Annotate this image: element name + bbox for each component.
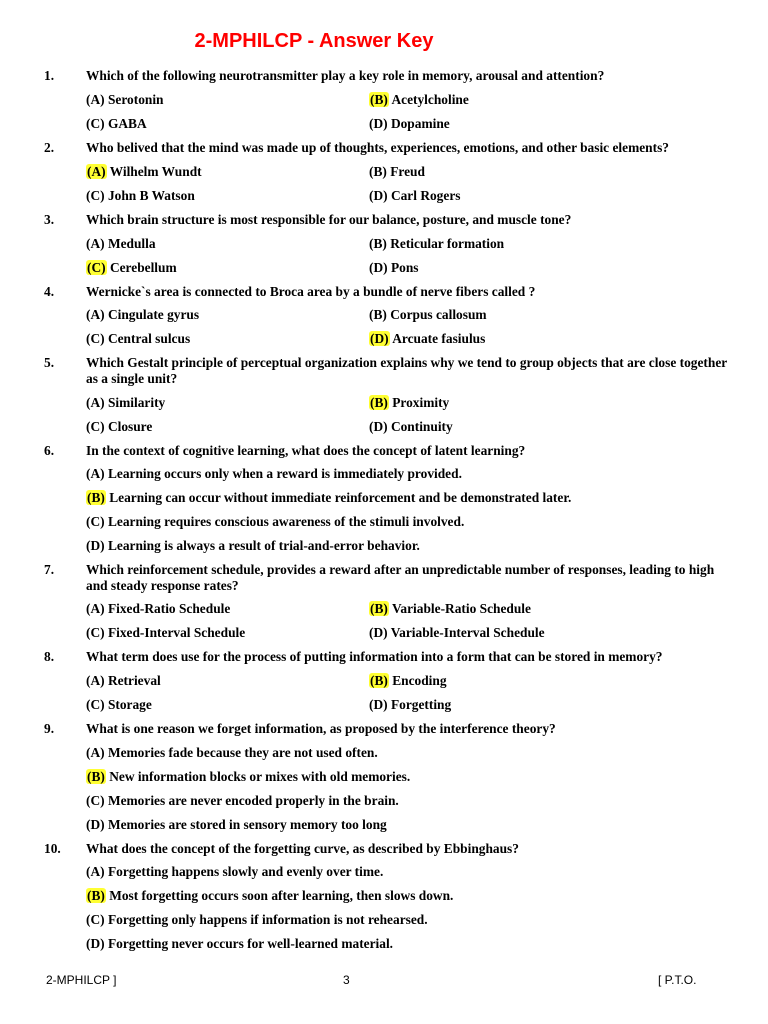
answer-highlight: (B) bbox=[370, 673, 388, 688]
option-text: Arcuate fasiulus bbox=[389, 331, 486, 346]
option-d bbox=[86, 538, 420, 554]
question-number: 5. bbox=[44, 355, 55, 370]
option-c bbox=[86, 514, 464, 530]
question-number: 7. bbox=[44, 562, 55, 577]
option-letter: (A) bbox=[86, 601, 105, 616]
option-letter: (B) bbox=[369, 307, 387, 322]
answer-highlight: (B) bbox=[87, 888, 105, 903]
option-text: Corpus callosum bbox=[386, 307, 487, 322]
option-b bbox=[369, 164, 425, 180]
option-text: Acetylcholine bbox=[388, 92, 469, 107]
option-letter: (C) bbox=[86, 697, 105, 712]
question-number: 8. bbox=[44, 649, 55, 664]
answer-highlight: (B) bbox=[87, 769, 105, 784]
option-a bbox=[86, 673, 161, 689]
option-text: Wilhelm Wundt bbox=[106, 164, 202, 179]
option-letter: (B) bbox=[369, 164, 387, 179]
option-a bbox=[86, 307, 199, 323]
question-number: 2. bbox=[44, 140, 55, 155]
option-text: GABA bbox=[104, 116, 147, 131]
option-letter: (D) bbox=[369, 188, 388, 203]
option-text: Forgetting only happens if information is not rehearsed. bbox=[104, 912, 428, 927]
option-text: Cingulate gyrus bbox=[104, 307, 200, 322]
question-text: Which brain structure is most responsible for our balance, posture, and muscle tone? bbox=[86, 212, 572, 227]
option-text: Reticular formation bbox=[386, 236, 505, 251]
option-text: Memories are stored in sensory memory too long bbox=[104, 817, 387, 832]
option-a bbox=[86, 395, 165, 411]
option-letter: (D) bbox=[369, 116, 388, 131]
option-text: Variable-Ratio Schedule bbox=[388, 601, 531, 616]
option-letter: (D) bbox=[86, 538, 105, 553]
option-text: Dopamine bbox=[387, 116, 450, 131]
answer-highlight: (C) bbox=[87, 260, 106, 275]
option-b-correct bbox=[369, 601, 531, 617]
option-a bbox=[86, 864, 383, 880]
option-b-correct bbox=[86, 490, 571, 506]
option-a-correct bbox=[86, 164, 202, 180]
option-d bbox=[369, 419, 453, 435]
option-text: Memories fade because they are not used often. bbox=[104, 745, 378, 760]
option-text: Encoding bbox=[388, 673, 447, 688]
option-b-correct bbox=[369, 673, 447, 689]
option-d-correct bbox=[369, 331, 485, 347]
question-number: 1. bbox=[44, 68, 55, 83]
option-text: Cerebellum bbox=[106, 260, 177, 275]
question-text: Who belived that the mind was made up of thoughts, experiences, emotions, and other basic elements? bbox=[86, 140, 669, 155]
option-text: Closure bbox=[104, 419, 153, 434]
answer-highlight: (A) bbox=[87, 164, 106, 179]
option-letter: (C) bbox=[86, 419, 105, 434]
option-letter: (C) bbox=[86, 625, 105, 640]
option-letter: (C) bbox=[86, 188, 105, 203]
question-text: Which of the following neurotransmitter play a key role in memory, arousal and attention? bbox=[86, 68, 605, 83]
option-c bbox=[86, 697, 152, 713]
option-text: New information blocks or mixes with old memories. bbox=[105, 769, 411, 784]
page-number: 3 bbox=[343, 973, 350, 987]
answer-highlight: (B) bbox=[87, 490, 105, 505]
option-letter: (D) bbox=[369, 260, 388, 275]
option-b-correct bbox=[86, 888, 453, 904]
option-letter: (A) bbox=[86, 236, 105, 251]
option-text: John B Watson bbox=[104, 188, 195, 203]
option-c bbox=[86, 116, 147, 132]
question-number: 6. bbox=[44, 443, 55, 458]
option-text: Medulla bbox=[104, 236, 156, 251]
option-letter: (A) bbox=[86, 307, 105, 322]
option-text: Forgetting never occurs for well-learned material. bbox=[104, 936, 394, 951]
option-letter: (A) bbox=[86, 466, 105, 481]
option-text: Memories are never encoded properly in the brain. bbox=[104, 793, 399, 808]
option-c bbox=[86, 625, 245, 641]
option-b bbox=[369, 307, 487, 323]
option-c bbox=[86, 419, 152, 435]
option-letter: (C) bbox=[86, 514, 105, 529]
option-c bbox=[86, 188, 195, 204]
option-text: Most forgetting occurs soon after learning, then slows down. bbox=[105, 888, 454, 903]
option-d bbox=[369, 116, 450, 132]
option-letter: (D) bbox=[86, 817, 105, 832]
option-a bbox=[86, 601, 230, 617]
option-letter: (A) bbox=[86, 864, 105, 879]
footer-right: [ P.T.O. bbox=[658, 973, 697, 987]
footer-left: 2-MPHILCP ] bbox=[46, 973, 117, 987]
option-text: Continuity bbox=[387, 419, 453, 434]
option-b-correct bbox=[86, 769, 410, 785]
option-letter: (C) bbox=[86, 331, 105, 346]
option-a bbox=[86, 236, 156, 252]
option-b-correct bbox=[369, 92, 469, 108]
option-b-correct bbox=[369, 395, 449, 411]
option-text: Learning occurs only when a reward is immediately provided. bbox=[104, 466, 462, 481]
question-text: In the context of cognitive learning, what does the concept of latent learning? bbox=[86, 443, 526, 458]
question-number: 4. bbox=[44, 284, 55, 299]
option-letter: (A) bbox=[86, 395, 105, 410]
option-letter: (C) bbox=[86, 912, 105, 927]
option-d bbox=[86, 936, 393, 952]
question-text: What term does use for the process of putting information into a form that can be stored in memory? bbox=[86, 649, 663, 664]
answer-highlight: (D) bbox=[370, 331, 389, 346]
option-text: Pons bbox=[387, 260, 419, 275]
question-number: 3. bbox=[44, 212, 55, 227]
option-text: Freud bbox=[386, 164, 425, 179]
answer-highlight: (B) bbox=[370, 601, 388, 616]
option-d bbox=[369, 625, 545, 641]
question-text: What does the concept of the forgetting curve, as described by Ebbinghaus? bbox=[86, 841, 519, 856]
option-text: Forgetting bbox=[387, 697, 452, 712]
option-a bbox=[86, 466, 462, 482]
option-text: Central sulcus bbox=[104, 331, 191, 346]
option-letter: (C) bbox=[86, 116, 105, 131]
option-letter: (D) bbox=[369, 697, 388, 712]
option-d bbox=[369, 188, 460, 204]
option-letter: (A) bbox=[86, 92, 105, 107]
option-text: Proximity bbox=[388, 395, 450, 410]
option-letter: (A) bbox=[86, 673, 105, 688]
option-text: Serotonin bbox=[104, 92, 164, 107]
option-text: Retrieval bbox=[104, 673, 161, 688]
option-text: Carl Rogers bbox=[387, 188, 461, 203]
option-b bbox=[369, 236, 504, 252]
option-text: Forgetting happens slowly and evenly over time. bbox=[104, 864, 384, 879]
option-text: Learning can occur without immediate reinforcement and be demonstrated later. bbox=[105, 490, 572, 505]
option-d bbox=[86, 817, 387, 833]
option-d bbox=[369, 260, 418, 276]
option-c bbox=[86, 793, 399, 809]
option-d bbox=[369, 697, 451, 713]
option-a bbox=[86, 745, 378, 761]
option-text: Learning is always a result of trial-and-error behavior. bbox=[104, 538, 420, 553]
option-letter: (D) bbox=[86, 936, 105, 951]
option-a bbox=[86, 92, 164, 108]
option-text: Fixed-Interval Schedule bbox=[104, 625, 246, 640]
option-text: Fixed-Ratio Schedule bbox=[104, 601, 231, 616]
option-text: Storage bbox=[104, 697, 152, 712]
answer-highlight: (B) bbox=[370, 395, 388, 410]
answer-highlight: (B) bbox=[370, 92, 388, 107]
question-text: Which reinforcement schedule, provides a reward after an unpredictable number of responses, leading to high and steady response rates? bbox=[86, 562, 715, 593]
option-letter: (B) bbox=[369, 236, 387, 251]
option-letter: (D) bbox=[369, 625, 388, 640]
option-text: Variable-Interval Schedule bbox=[387, 625, 545, 640]
option-letter: (C) bbox=[86, 793, 105, 808]
question-text: Wernicke`s area is connected to Broca area by a bundle of nerve fibers called ? bbox=[86, 284, 536, 299]
option-letter: (A) bbox=[86, 745, 105, 760]
question-text: Which Gestalt principle of perceptual organization explains why we tend to group objects that are close together as a single unit? bbox=[86, 355, 727, 386]
option-text: Learning requires conscious awareness of the stimuli involved. bbox=[104, 514, 465, 529]
page-title: 2-MPHILCP - Answer Key bbox=[194, 30, 434, 52]
option-c bbox=[86, 331, 190, 347]
question-number: 9. bbox=[44, 721, 55, 736]
option-letter: (D) bbox=[369, 419, 388, 434]
question-text: What is one reason we forget information, as proposed by the interference theory? bbox=[86, 721, 556, 736]
option-c-correct bbox=[86, 260, 177, 276]
option-text: Similarity bbox=[104, 395, 166, 410]
question-number: 10. bbox=[44, 841, 61, 856]
option-c bbox=[86, 912, 428, 928]
